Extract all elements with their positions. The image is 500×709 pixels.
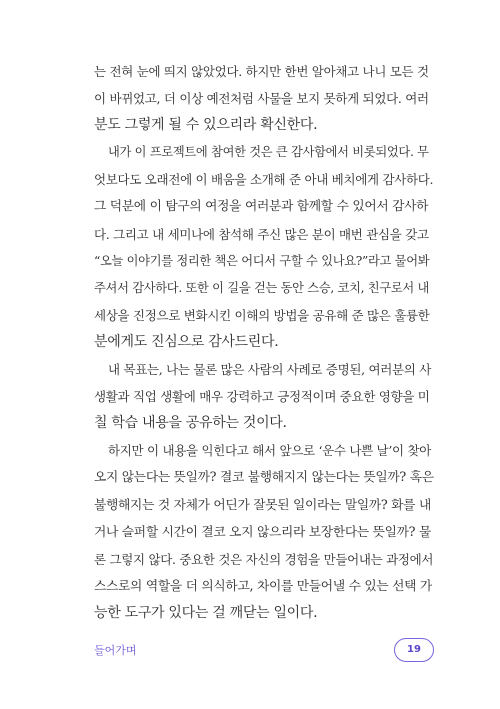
page-number-badge: 19: [394, 638, 434, 662]
paragraph-first-line: 내가 이 프로젝트에 참여한 것은 큰 감사함에서 비롯되었다. 무: [108, 145, 429, 160]
text-line: 오지 않는다는 뜻일까? 결코 불행해지지 않는다는 뜻일까? 혹은: [94, 470, 434, 486]
section-label: 들어가며: [94, 644, 137, 657]
text-line: 능한 도구가 있다는 걸 깨닫는 일이다.: [94, 604, 318, 621]
paragraph-first-line: 하지만 이 내용을 익힌다고 해서 앞으로 ‘운수 나쁜 날’이 찾아: [108, 443, 432, 459]
text-line: 는 전혀 눈에 띄지 않았었다. 하지만 한번 알아채고 나니 모든 것: [94, 64, 429, 79]
text-line: 분에게도 진심으로 감사드린다.: [94, 333, 279, 350]
text-line: 스스로의 역할을 더 의식하고, 차이를 만들어낼 수 있는 선택 가: [94, 578, 432, 594]
text-line: 주셔서 감사하다. 또한 이 길을 걷는 동안 스승, 코치, 친구로서 내: [94, 280, 430, 295]
text-line: 이 바뀌었고, 더 이상 예전처럼 사물을 보지 못하게 되었다. 여러: [94, 91, 429, 107]
text-line: 세상을 진정으로 변화시킨 이해의 방법을 공유해 준 많은 훌륭한: [94, 307, 430, 323]
text-line: 분도 그렇게 될 수 있으리라 확신한다.: [94, 117, 318, 134]
text-line: 생활과 직업 생활에 매우 강력하고 긍정적이며 중요한 영향을 미: [94, 389, 430, 405]
page-footer: [94, 638, 434, 664]
text-line: 엇보다도 오래전에 이 배움을 소개해 준 아내 베치에게 감사하다.: [94, 172, 434, 188]
body-text: [94, 58, 434, 627]
text-line: 론 그렇지 않다. 중요한 것은 자신의 경험을 만들어내는 과정에서: [94, 551, 434, 567]
text-line: 다. 그리고 내 세미나에 참석해 주신 많은 분이 매번 관심을 갖고: [94, 226, 429, 242]
text-line: 거나 슬퍼할 시간이 결코 오지 않으리라 보장한다는 뜻일까? 물: [94, 524, 431, 540]
paragraph-first-line: 내 목표는, 나는 물론 많은 사람의 사례로 증명된, 여러분의 사: [108, 362, 432, 378]
text-line: 그 덕분에 이 탐구의 여정을 여러분과 함께할 수 있어서 감사하: [94, 199, 429, 215]
text-line: “오늘 이야기를 정리한 책은 어디서 구할 수 있나요?”라고 물어봐: [94, 253, 430, 268]
text-line: 칠 학습 내용을 공유하는 것이다.: [94, 415, 287, 432]
text-line: 불행해지는 것 자체가 어딘가 잘못된 일이라는 말일까? 화를 내: [94, 497, 431, 513]
